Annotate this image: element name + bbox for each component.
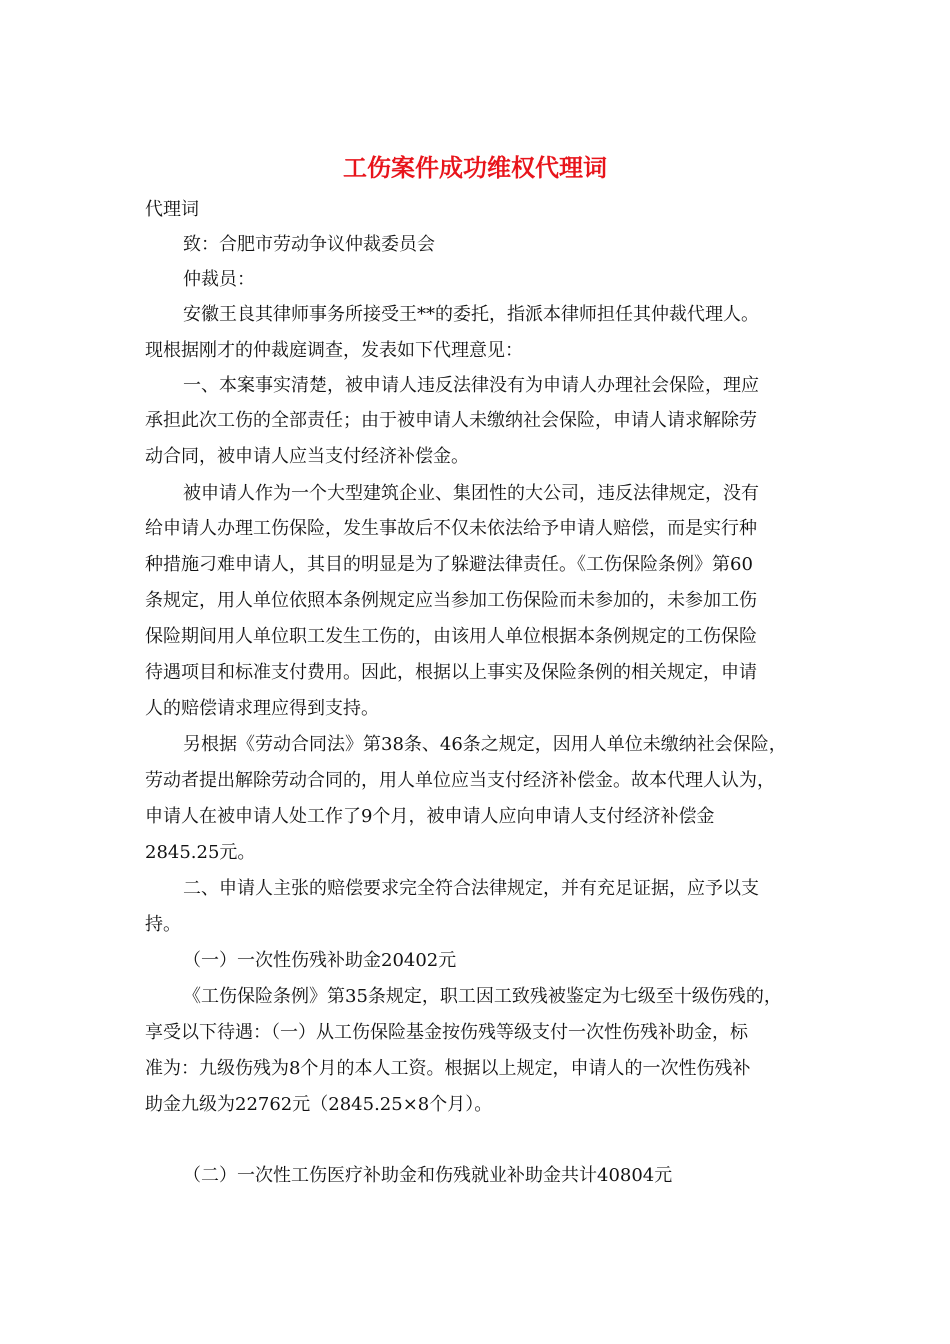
text-line: 2845.25元。	[145, 842, 256, 863]
text-line: 申请人在被申请人处工作了9个月，被申请人应向申请人支付经济补偿金	[145, 806, 715, 827]
document-title: 工伤案件成功维权代理词	[343, 153, 607, 182]
text-line: （一）一次性伤残补助金20402元	[183, 950, 457, 971]
text-line: 享受以下待遇：（一）从工伤保险基金按伤残等级支付一次性伤残补助金，标	[145, 1022, 748, 1043]
text-line: 动合同，被申请人应当支付经济补偿金。	[145, 446, 469, 467]
text-line: 致：合肥市劳动争议仲裁委员会	[183, 234, 435, 255]
text-line: 保险期间用人单位职工发生工伤的，由该用人单位根据本条例规定的工伤保险	[145, 626, 757, 647]
text-line: 持。	[145, 914, 181, 935]
text-line: 准为：九级伤残为8个月的本人工资。根据以上规定，申请人的一次性伤残补	[145, 1058, 751, 1079]
text-line: 被申请人作为一个大型建筑企业、集团性的大公司，违反法律规定，没有	[183, 483, 759, 504]
text-line: 助金九级为22762元（2845.25×8个月）。	[145, 1094, 493, 1115]
text-line: 给申请人办理工伤保险，发生事故后不仅未依法给予申请人赔偿，而是实行种	[145, 518, 757, 539]
text-line: 现根据刚才的仲裁庭调查，发表如下代理意见：	[145, 340, 523, 361]
text-line: 人的赔偿请求理应得到支持。	[145, 698, 379, 719]
text-line: （二）一次性工伤医疗补助金和伤残就业补助金共计40804元	[183, 1165, 673, 1186]
text-line: 承担此次工伤的全部责任；由于被申请人未缴纳社会保险，申请人请求解除劳	[145, 410, 757, 431]
text-line: 《工伤保险条例》第35条规定，职工因工致残被鉴定为七级至十级伤残的，	[183, 986, 782, 1007]
text-line: 待遇项目和标准支付费用。因此，根据以上事实及保险条例的相关规定，申请	[145, 662, 757, 683]
text-line: 二、申请人主张的赔偿要求完全符合法律规定，并有充足证据，应予以支	[183, 878, 759, 899]
text-line: 种措施刁难申请人，其目的明显是为了躲避法律责任。《工伤保险条例》第60	[145, 554, 753, 575]
text-line: 一、本案事实清楚，被申请人违反法律没有为申请人办理社会保险，理应	[183, 375, 759, 396]
text-line: 条规定，用人单位依照本条例规定应当参加工伤保险而未参加的，未参加工伤	[145, 590, 757, 611]
text-line: 另根据《劳动合同法》第38条、46条之规定，因用人单位未缴纳社会保险，	[183, 734, 787, 755]
text-line: 安徽王良其律师事务所接受王**的委托，指派本律师担任其仲裁代理人。	[183, 304, 759, 325]
text-line: 劳动者提出解除劳动合同的，用人单位应当支付经济补偿金。故本代理人认为，	[145, 770, 775, 791]
text-line: 代理词	[145, 199, 199, 220]
text-line: 仲裁员：	[183, 269, 255, 290]
